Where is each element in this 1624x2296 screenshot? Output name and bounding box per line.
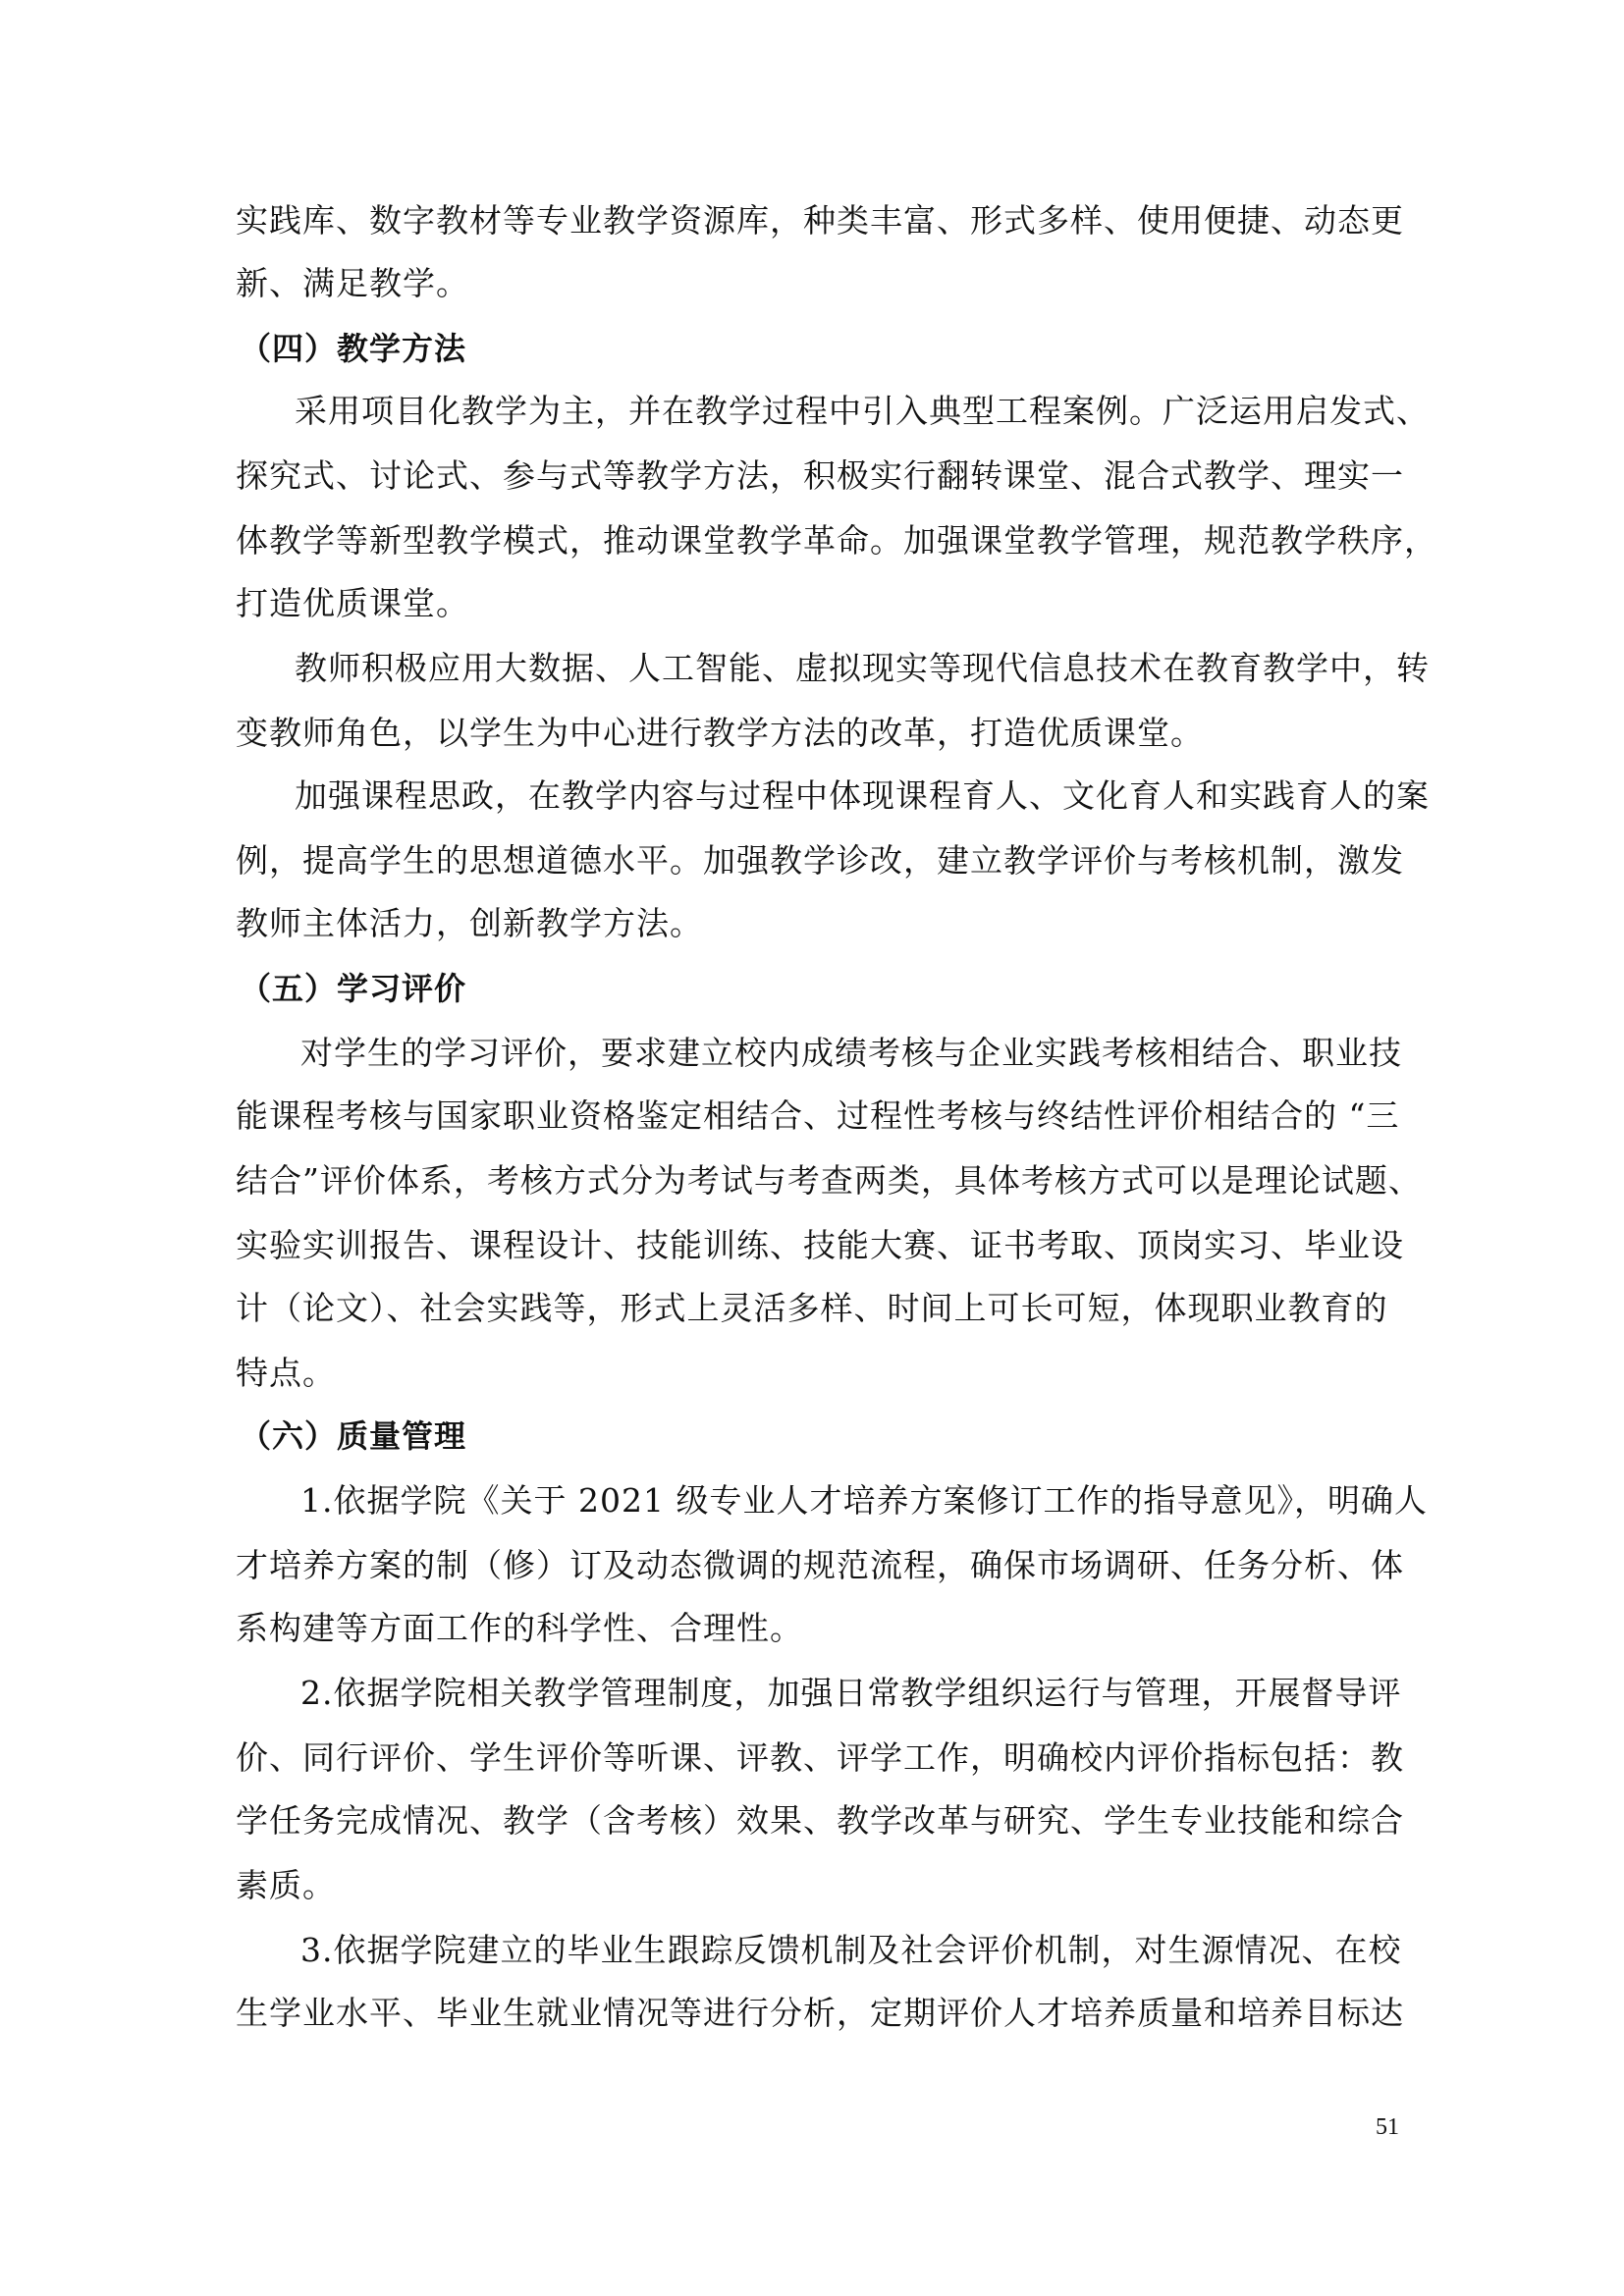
body-text-line: 特点。 [236,1354,336,1392]
paragraph-first-line: 对学生的学习评价，要求建立校内成绩考核与企业实践考核相结合、职业技 [300,1034,1402,1072]
body-text-line: 生学业水平、毕业生就业情况等进行分析，定期评价人才培养质量和培养目标达 [236,1994,1404,2032]
page-number: 51 [1376,2114,1399,2140]
section-heading-teaching-methods: （四）教学方法 [240,330,467,367]
body-text-line: 实验实训报告、课程设计、技能训练、技能大赛、证书考取、顶岗实习、毕业设 [236,1226,1404,1264]
paragraph-first-line: 采用项目化教学为主，并在教学过程中引入典型工程案例。广泛运用启发式、 [295,392,1430,430]
section-heading-quality-management: （六）质量管理 [240,1417,467,1455]
body-text-line: 新、满足教学。 [236,264,469,302]
body-text-line: 变教师角色，以学生为中心进行教学方法的改革，打造优质课堂。 [236,714,1204,752]
body-text-line: 实践库、数字教材等专业教学资源库，种类丰富、形式多样、使用便捷、动态更 [236,201,1404,240]
body-text-line: 学任务完成情况、教学（含考核）效果、教学改革与研究、学生专业技能和综合 [236,1801,1404,1840]
body-text-line: 结合”评价体系，考核方式分为考试与考查两类，具体考核方式可以是理论试题、 [236,1161,1422,1200]
section-heading-learning-evaluation: （五）学习评价 [240,970,467,1007]
body-text-line: 打造优质课堂。 [236,584,469,622]
body-text-line: 系构建等方面工作的科学性、合理性。 [236,1609,803,1647]
paragraph-first-line: 加强课程思政，在教学内容与过程中体现课程育人、文化育人和实践育人的案 [295,776,1430,815]
body-text-line: 教师主体活力，创新教学方法。 [236,904,703,942]
body-text-line: 例，提高学生的思想道德水平。加强教学诊改，建立教学评价与考核机制，激发 [236,841,1404,880]
body-text-line: 价、同行评价、学生评价等听课、评教、评学工作，明确校内评价指标包括：教 [236,1738,1404,1777]
body-text-line: 计（论文）、社会实践等，形式上灵活多样、时间上可长可短，体现职业教育的 [236,1289,1388,1327]
body-text-line: 素质。 [236,1866,336,1904]
body-text-line: 探究式、讨论式、参与式等教学方法，积极实行翻转课堂、混合式教学、理实一 [236,456,1404,495]
body-text-line: 才培养方案的制（修）订及动态微调的规范流程，确保市场调研、任务分析、体 [236,1546,1404,1584]
body-text-line: 体教学等新型教学模式，推动课堂教学革命。加强课堂教学管理，规范教学秩序， [236,521,1437,560]
paragraph-first-line: 3.依据学院建立的毕业生跟踪反馈机制及社会评价机制，对生源情况、在校 [300,1931,1402,1969]
paragraph-first-line: 1.依据学院《关于 2021 级专业人才培养方案修订工作的指导意见》，明确人 [300,1481,1428,1520]
paragraph-first-line: 2.依据学院相关教学管理制度，加强日常教学组织运行与管理，开展督导评 [300,1674,1402,1712]
paragraph-first-line: 教师积极应用大数据、人工智能、虚拟现实等现代信息技术在教育教学中，转 [295,649,1430,687]
body-text-line: 能课程考核与国家职业资格鉴定相结合、过程性考核与终结性评价相结合的 “三 [236,1096,1400,1135]
